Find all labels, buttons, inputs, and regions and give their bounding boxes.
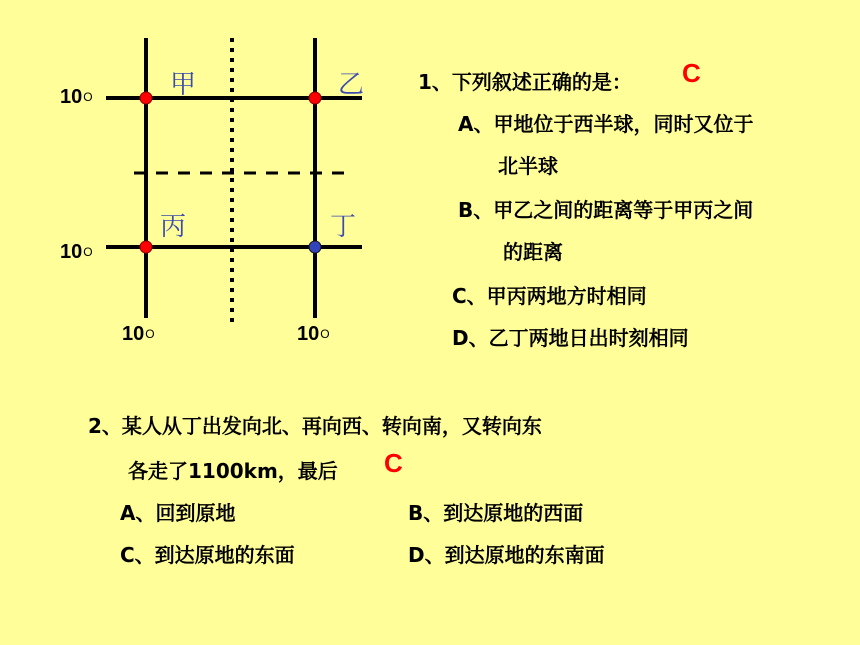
label-jia: 甲 [170, 70, 197, 100]
q1-option-c: C、甲丙两地方时相同 [452, 284, 647, 308]
q2-option-c: C、到达原地的东面 [120, 543, 295, 567]
lat-label-top: $10^O$ [60, 86, 93, 108]
q1-stem: 1、下列叙述正确的是： [418, 70, 632, 94]
q2-stem-line2: 各走了1100km，最后 [128, 459, 338, 483]
lat-label-bottom: $10^O$ [60, 241, 93, 263]
q1-answer: C [682, 58, 701, 88]
q1-option-a-line2: 北半球 [498, 154, 558, 178]
label-bing: 丙 [160, 212, 187, 242]
point-bing [140, 241, 152, 253]
q2-option-d: D、到达原地的东南面 [408, 543, 605, 567]
q1-option-b-line2: 的距离 [503, 240, 563, 264]
q1-option-d: D、乙丁两地日出时刻相同 [452, 326, 689, 350]
q2-stem-line1: 2、某人从丁出发向北、再向西、转向南，又转向东 [88, 414, 542, 438]
q1-option-a-line1: A、甲地位于西半球，同时又位于 [458, 112, 754, 136]
lon-label-right: $10^O$ [297, 323, 330, 345]
q2-option-a: A、回到原地 [120, 501, 236, 525]
point-yi [309, 92, 321, 104]
point-jia [140, 92, 152, 104]
label-yi: 乙 [338, 70, 365, 100]
lon-label-left: $10^O$ [122, 323, 155, 345]
q2-option-b: B、到达原地的西面 [408, 501, 584, 525]
q1-option-b-line1: B、甲乙之间的距离等于甲丙之间 [458, 198, 754, 222]
label-ding: 丁 [330, 212, 357, 242]
point-ding [309, 241, 321, 253]
q2-answer: C [384, 448, 403, 478]
